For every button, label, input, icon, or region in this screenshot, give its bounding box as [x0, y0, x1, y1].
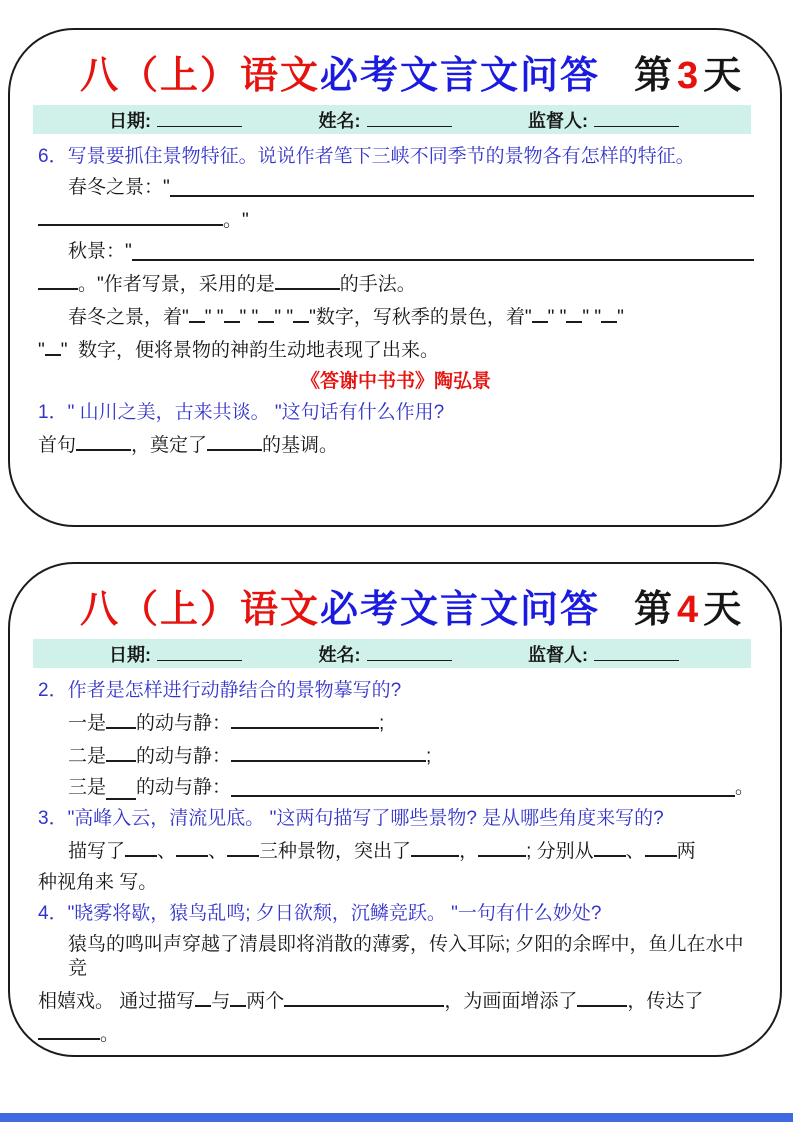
question-line	[38, 401, 754, 425]
supervisor-field	[528, 107, 679, 133]
answer-line	[38, 207, 754, 233]
text-segment: ，奠定了	[131, 435, 208, 456]
meta-bar	[33, 105, 751, 134]
answer-blank	[231, 778, 735, 797]
answer-line	[38, 710, 754, 736]
text-segment: ;	[379, 713, 385, 734]
answer-blank	[601, 304, 617, 323]
answer-blank	[38, 207, 223, 226]
text-segment: 、	[625, 841, 645, 862]
text-segment: 4．"晓雾将歇，猿鸟乱鸣; 夕日欲颓，沉鳞竞跃。 "一句有什么妙处?	[38, 903, 602, 924]
card-content	[10, 668, 780, 1047]
answer-blank	[176, 838, 208, 857]
answer-blank	[566, 304, 582, 323]
page-bottom-bar	[0, 1113, 793, 1122]
answer-blank	[231, 743, 426, 762]
text-segment: 二是	[68, 746, 107, 767]
text-segment: 《答谢中书书》陶弘景	[300, 371, 491, 392]
text-segment: 的动与静：	[136, 713, 232, 734]
answer-line	[38, 988, 754, 1014]
answer-line	[38, 871, 754, 895]
text-segment: 两个	[246, 991, 285, 1012]
day-suffix: 天	[703, 589, 744, 631]
text-segment: 一是	[68, 713, 107, 734]
worksheet-title	[10, 44, 780, 99]
answer-line	[38, 838, 754, 864]
answer-blank	[411, 838, 459, 857]
text-segment: 描写了	[68, 841, 126, 862]
day-number: 3	[677, 55, 701, 97]
name-blank	[367, 643, 452, 661]
answer-blank	[125, 838, 157, 857]
supervisor-label: 监督人:	[528, 110, 588, 131]
answer-blank	[478, 838, 526, 857]
answer-blank	[38, 271, 78, 290]
name-field	[319, 107, 452, 133]
text-segment: 春冬之景，着"	[68, 307, 189, 328]
answer-line	[38, 304, 754, 330]
answer-blank	[224, 304, 240, 323]
card-content	[10, 134, 780, 458]
answer-blank	[189, 304, 205, 323]
answer-blank	[284, 988, 444, 1007]
supervisor-label: 监督人:	[528, 644, 588, 665]
text-segment: 春冬之景："	[68, 177, 170, 198]
date-label: 日期:	[109, 110, 151, 131]
title-day	[634, 589, 743, 631]
date-field	[109, 107, 242, 133]
text-segment: ，	[459, 841, 479, 862]
answer-line	[38, 432, 754, 458]
answer-line	[38, 776, 754, 800]
text-segment: ，为画面增添了	[444, 991, 578, 1012]
text-segment: 与	[211, 991, 231, 1012]
title-subtitle: 必考文言文问答	[320, 55, 601, 97]
day-prefix: 第	[634, 55, 675, 97]
answer-blank	[532, 304, 548, 323]
name-field	[319, 641, 452, 667]
answer-blank	[106, 710, 136, 729]
answer-line	[38, 176, 754, 200]
title-day	[634, 55, 743, 97]
answer-line	[38, 933, 754, 981]
text-segment: 、	[157, 841, 177, 862]
text-segment: 。	[734, 777, 754, 798]
answer-blank	[170, 178, 754, 197]
name-blank	[367, 109, 452, 127]
answer-blank	[230, 988, 246, 1007]
answer-blank	[258, 304, 274, 323]
answer-line	[38, 1021, 754, 1047]
text-segment: 首句	[38, 435, 77, 456]
question-line	[38, 679, 754, 703]
text-segment: 猿鸟的鸣叫声穿越了清晨即将消散的薄雾，传入耳际; 夕阳的余晖中，鱼儿在水中竞	[68, 934, 744, 979]
question-line	[38, 807, 754, 831]
answer-blank	[106, 743, 136, 762]
answer-blank	[207, 432, 262, 451]
worksheet-title	[10, 578, 780, 633]
question-line	[38, 902, 754, 926]
text-segment: " "	[204, 307, 224, 328]
text-segment: 相嬉戏。 通过描写	[38, 991, 196, 1012]
answer-blank	[293, 304, 309, 323]
answer-blank	[231, 710, 379, 729]
text-segment: ，传达了	[627, 991, 704, 1012]
title-subtitle: 必考文言文问答	[320, 589, 601, 631]
text-segment: ; 分别从	[526, 841, 594, 862]
date-field	[109, 641, 242, 667]
text-segment: " "	[274, 307, 294, 328]
worksheet-card-day4	[8, 562, 782, 1057]
name-label: 姓名:	[318, 110, 361, 131]
answer-blank	[645, 838, 677, 857]
answer-blank	[106, 781, 136, 800]
answer-blank	[76, 432, 131, 451]
text-segment: 1．" 山川之美，古来共谈。 "这句话有什么作用?	[38, 402, 445, 423]
text-segment: 。	[100, 1024, 120, 1045]
answer-blank	[594, 838, 626, 857]
supervisor-blank	[594, 109, 679, 127]
text-segment: " "	[582, 307, 602, 328]
date-blank	[157, 109, 242, 127]
text-segment: 的手法。	[339, 274, 416, 295]
text-segment: "	[38, 340, 45, 361]
text-segment: 。"	[223, 210, 249, 231]
text-segment: 三种景物，突出了	[259, 841, 412, 862]
date-blank	[157, 643, 242, 661]
answer-blank	[577, 988, 627, 1007]
worksheet-card-day3	[8, 28, 782, 527]
text-segment: 的动与静：	[136, 777, 232, 798]
text-segment: 、	[208, 841, 228, 862]
text-segment: 6．写景要抓住景物特征。说说作者笔下三峡不同季节的景物各有怎样的特征。	[38, 146, 695, 167]
supervisor-field	[528, 641, 679, 667]
text-segment: 种视角来 写。	[38, 872, 158, 893]
text-segment: "	[617, 307, 624, 328]
date-label: 日期:	[109, 644, 151, 665]
day-prefix: 第	[634, 589, 675, 631]
title-course: 八（上）语文	[80, 589, 321, 631]
answer-line	[38, 743, 754, 769]
text-segment: 秋景："	[68, 241, 132, 262]
text-segment: "数字，写秋季的景色，着"	[309, 307, 532, 328]
supervisor-blank	[594, 643, 679, 661]
text-segment: 。"作者写景，采用的是	[78, 274, 275, 295]
answer-line	[38, 337, 754, 363]
text-segment: 的基调。	[262, 435, 339, 456]
text-segment: 三是	[68, 777, 107, 798]
text-segment: 2．作者是怎样进行动静结合的景物摹写的?	[38, 680, 402, 701]
text-segment: " 数字，便将景物的神韵生动地表现了出来。	[60, 340, 440, 361]
answer-blank	[132, 242, 754, 261]
text-segment: " "	[547, 307, 567, 328]
answer-blank	[195, 988, 211, 1007]
title-course: 八（上）语文	[80, 55, 321, 97]
text-segment: 3．"高峰入云，清流见底。 "这两句描写了哪些景物? 是从哪些角度来写的?	[38, 808, 664, 829]
name-label: 姓名:	[318, 644, 361, 665]
text-segment: 两	[676, 841, 696, 862]
answer-line	[38, 271, 754, 297]
answer-blank	[227, 838, 259, 857]
question-line	[38, 145, 754, 169]
meta-bar	[33, 639, 751, 668]
answer-blank	[275, 271, 340, 290]
text-segment: " "	[239, 307, 259, 328]
day-number: 4	[677, 589, 701, 631]
answer-blank	[45, 337, 61, 356]
text-segment: 的动与静：	[136, 746, 232, 767]
text-segment: ;	[426, 746, 432, 767]
day-suffix: 天	[703, 55, 744, 97]
answer-line	[38, 240, 754, 264]
source-heading	[38, 370, 754, 394]
answer-blank	[38, 1021, 100, 1040]
